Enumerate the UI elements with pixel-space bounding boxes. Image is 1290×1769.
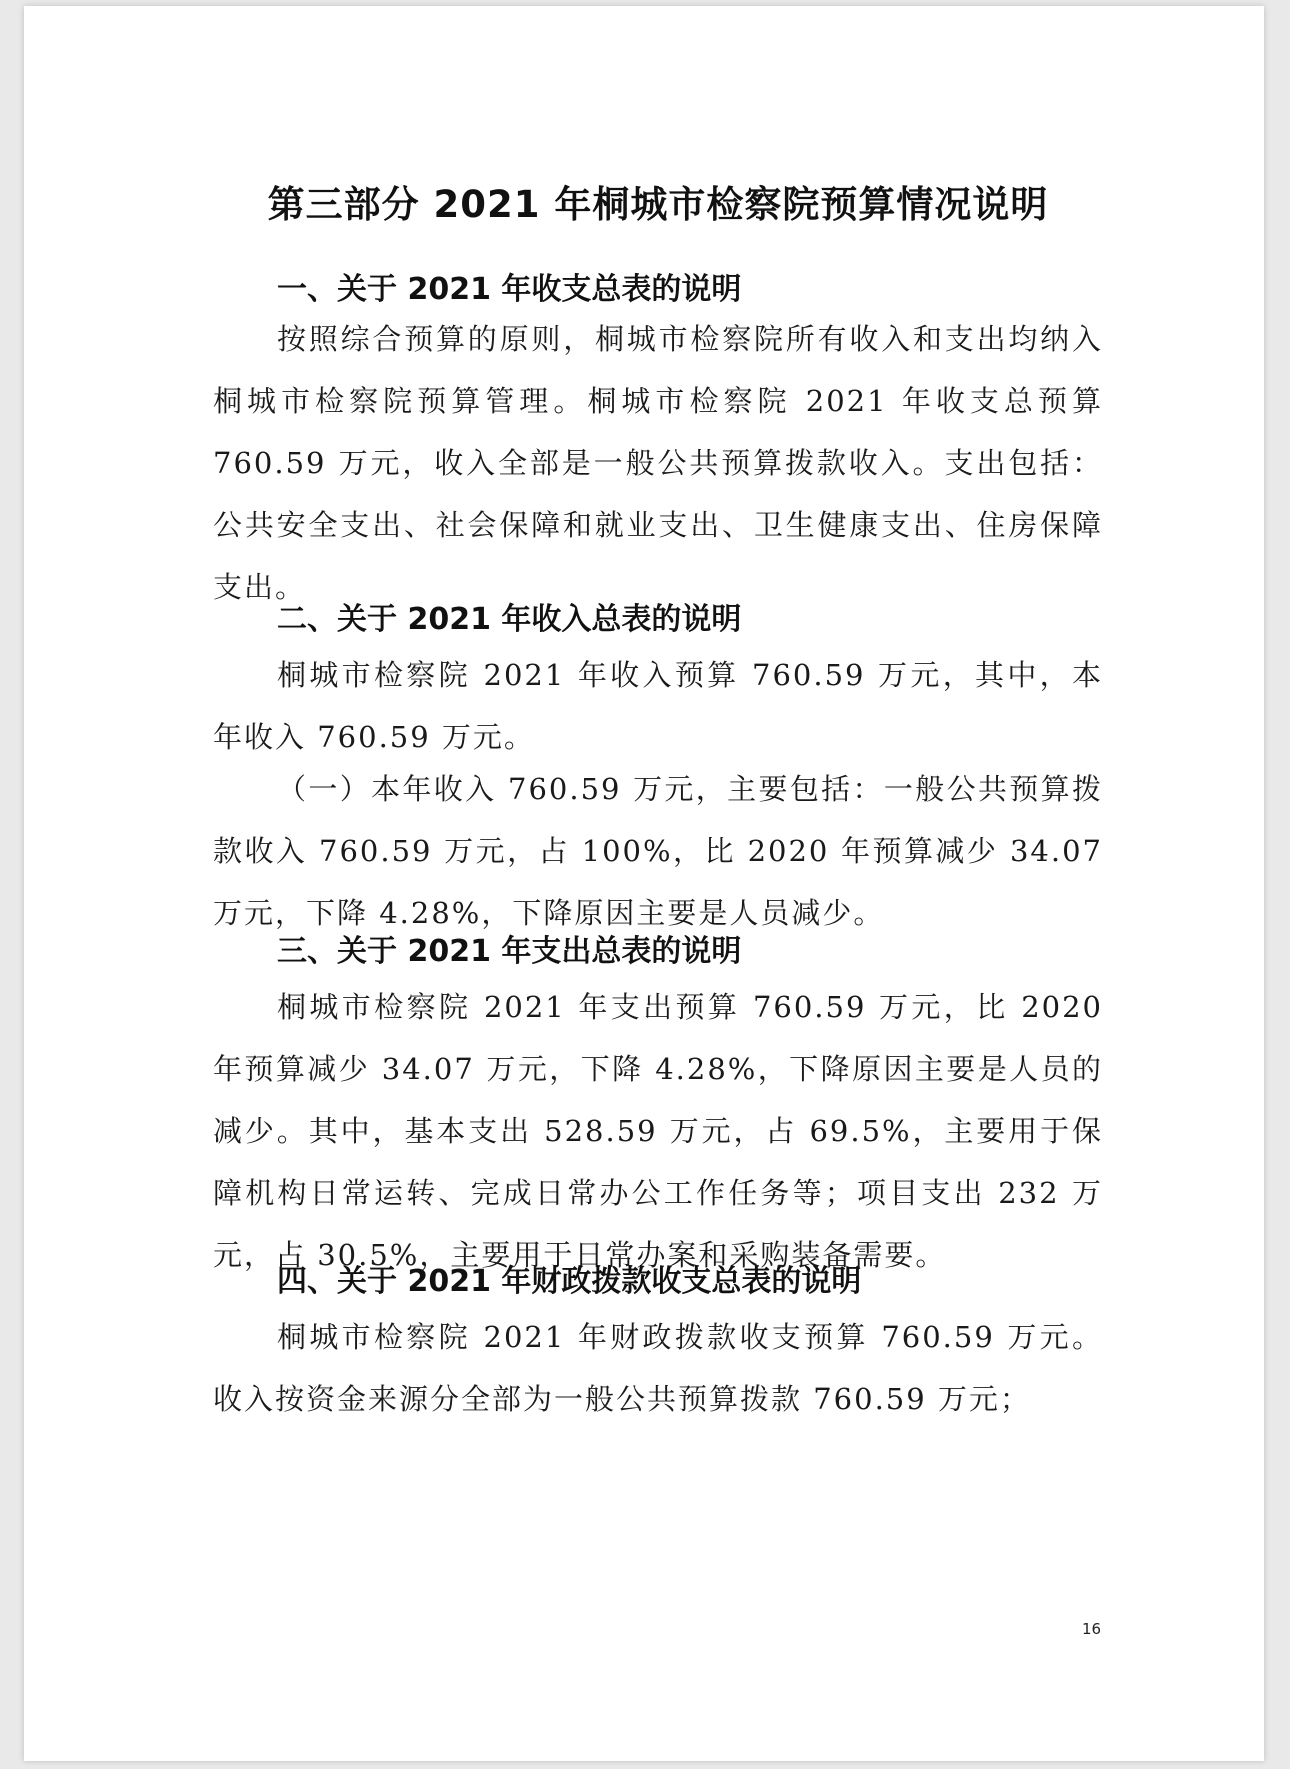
section-4-paragraph-1: 桐城市检察院 2021 年财政拨款收支预算 760.59 万元。收入按资金来源分全部为一般公共预算拨款 760.59 万元； <box>213 1320 1103 1416</box>
section-2-paragraph-1: 桐城市检察院 2021 年收入预算 760.59 万元，其中，本年收入 760.59 万元。 <box>213 658 1103 754</box>
section-heading-3: 三、关于 2021 年支出总表的说明 <box>277 934 742 969</box>
page-title: 第三部分 2021 年桐城市检察院预算情况说明 <box>267 183 1049 226</box>
section-heading-2: 二、关于 2021 年收入总表的说明 <box>277 602 742 637</box>
page-number: 16 <box>1082 1620 1102 1638</box>
section-3-paragraph-1: 桐城市检察院 2021 年支出预算 760.59 万元，比 2020 年预算减少 34.07 万元，下降 4.28%，下降原因主要是人员的减少。其中，基本支出 528.59 万元，占 69.5%，主要用于保障机构日常运转、完成日常办公工作任务等；项目支出 232 万元，占 30.5%，主要用于日常办案和采购装备需要。 <box>213 990 1103 1272</box>
section-heading-4: 四、关于 2021 年财政拨款收支总表的说明 <box>277 1264 862 1299</box>
section-heading-1: 一、关于 2021 年收支总表的说明 <box>277 272 742 307</box>
section-2-paragraph-2: （一）本年收入 760.59 万元，主要包括：一般公共预算拨款收入 760.59 万元，占 100%，比 2020 年预算减少 34.07 万元，下降 4.28%，下降原因主要是人员减少。 <box>213 772 1103 930</box>
section-1-paragraph-1: 按照综合预算的原则，桐城市检察院所有收入和支出均纳入桐城市检察院预算管理。桐城市检察院 2021 年收支总预算 760.59 万元，收入全部是一般公共预算拨款收入。支出包括：公共安全支出、社会保障和就业支出、卫生健康支出、住房保障支出。 <box>213 322 1103 604</box>
document-page <box>24 6 1264 1761</box>
